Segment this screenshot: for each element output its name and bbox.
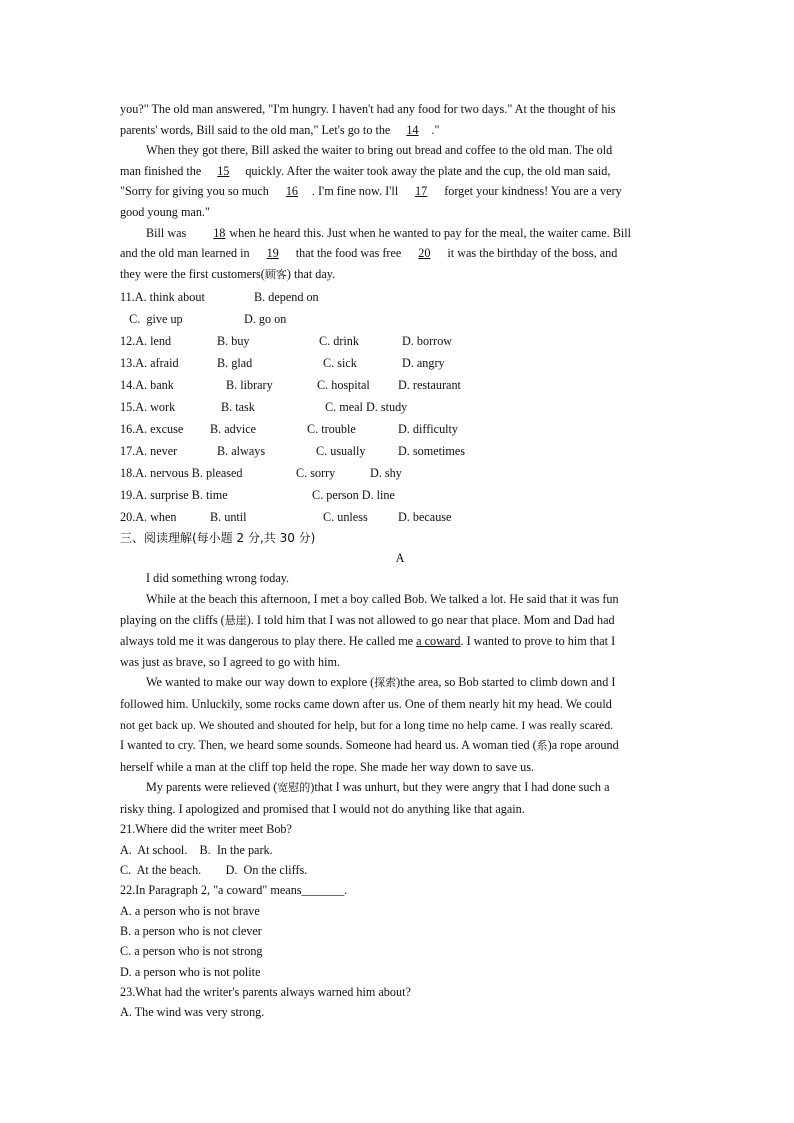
cloze-line <box>120 161 680 182</box>
chinese-gloss: 悬崖 <box>224 613 247 627</box>
question-option: C. At the beach. D. On the cliffs. <box>120 863 308 878</box>
cloze-text: . I'm fine now. I'll <box>311 184 402 199</box>
blank-18: 18 <box>213 225 226 240</box>
cloze-text: and the old man learned in <box>120 246 253 261</box>
cloze-text: "Sorry for giving you so much <box>120 184 272 199</box>
blank-19: 19 <box>266 246 279 261</box>
option-a: 18.A. nervous B. pleased <box>120 466 243 481</box>
option-c: C. trouble <box>307 422 356 437</box>
passage-line: While at the beach this afternoon, I met a boy called Bob. We talked a lot. He said that it was fun <box>146 591 619 606</box>
option-b: B. advice <box>210 422 257 437</box>
option-a: 14.A. bank <box>120 378 174 393</box>
cloze-text: that the food was free <box>292 246 405 261</box>
cloze-line <box>120 223 680 244</box>
passage-line: I did something wrong today. <box>146 571 290 586</box>
cloze-line <box>120 181 680 202</box>
option-c: C. sorry <box>296 466 336 481</box>
cloze-text: when he heard this. Just when he wanted to pay for the meal, the waiter came. Bill <box>226 225 632 240</box>
exam-page <box>120 99 680 1022</box>
option-row <box>120 352 680 374</box>
passage-line: not get back up. We shouted and shouted for help, but for a long time no help came. I was really scared. <box>120 717 614 732</box>
chinese-gloss: 系 <box>536 739 548 753</box>
section-title: 三、阅读理解(每小题 2 分,共 30 分) <box>120 531 316 546</box>
passage-text: always told me it was dangerous to play there. He called me <box>120 634 417 649</box>
option-row <box>120 484 680 506</box>
option-c: C. drink <box>319 334 359 349</box>
passage-line <box>120 631 680 652</box>
passage-line: herself while a man at the cliff top held the rope. She made her way down to save us. <box>120 759 535 774</box>
passage-text: playing on the cliffs ( <box>120 612 225 627</box>
question-option: D. a person who is not polite <box>120 964 261 979</box>
option-a: 20.A. when <box>120 510 177 525</box>
option-c: C. unless <box>323 510 368 525</box>
chinese-gloss: 探索 <box>374 676 397 690</box>
question-23: 23.What had the writer's parents always warned him about? <box>120 984 411 999</box>
cloze-text: quickly. After the waiter took away the plate and the cup, the old man said, <box>242 163 611 178</box>
passage-text: )that I was unhurt, but they were angry that I had done such a <box>310 780 610 795</box>
option-c: C. usually <box>316 444 366 459</box>
option-b: B. task <box>221 400 255 415</box>
option-a: 11.A. think about <box>120 290 205 305</box>
blank-15: 15 <box>217 163 230 178</box>
passage-text: ). I told him that I was not allowed to go near that place. Mom and Dad had <box>246 612 615 627</box>
option-d: D. shy <box>370 466 402 481</box>
question-22: 22.In Paragraph 2, "a coward" means_______. <box>120 883 348 898</box>
passage-text: . I wanted to prove to him that I <box>460 634 616 649</box>
cloze-line <box>120 264 680 286</box>
option-row <box>120 462 680 484</box>
option-b: B. glad <box>217 356 253 371</box>
question-option: A. a person who is not brave <box>120 903 260 918</box>
question-option: A. At school. B. In the park. <box>120 842 273 857</box>
option-row <box>120 286 680 308</box>
passage-text: I wanted to cry. Then, we heard some sounds. Someone had heard us. A woman tied ( <box>120 738 537 753</box>
cloze-text: Bill was <box>146 225 187 240</box>
cloze-text: ) that day. <box>286 266 336 281</box>
option-b: B. depend on <box>254 290 319 305</box>
option-d: D. difficulty <box>398 422 459 437</box>
passage-line: followed him. Unluckily, some rocks came down after us. One of them nearly hit my head. We could <box>120 696 612 711</box>
cloze-options <box>120 286 680 528</box>
cloze-line: you?" The old man answered, "I'm hungry. I haven't had any food for two days." At the thought of his <box>120 102 616 116</box>
question-option: A. The wind was very strong. <box>120 1005 265 1020</box>
passage-line <box>120 672 680 694</box>
cloze-line <box>120 243 680 264</box>
question-option: C. a person who is not strong <box>120 944 263 959</box>
option-b: B. always <box>217 444 266 459</box>
option-a: 16.A. excuse <box>120 422 184 437</box>
option-d: D. restaurant <box>398 378 461 393</box>
cloze-line: good young man." <box>120 204 210 219</box>
passage-line <box>120 610 680 632</box>
option-d: D. angry <box>402 356 445 371</box>
passage-text: )the area, so Bob started to climb down and I <box>396 675 616 690</box>
cloze-text: parents' words, Bill said to the old man," Let's go to the <box>120 122 394 137</box>
option-row <box>120 418 680 440</box>
option-c: C. meal D. study <box>325 400 408 415</box>
underlined-phrase: a coward <box>416 634 461 649</box>
blank-17: 17 <box>415 184 428 199</box>
blank-14: 14 <box>406 122 419 137</box>
passage-text: My parents were relieved ( <box>146 780 278 795</box>
cloze-text: forget your kindness! You are a very <box>441 184 622 199</box>
option-row <box>120 330 680 352</box>
chinese-gloss: 顾客 <box>264 267 287 281</box>
option-a: 12.A. lend <box>120 334 172 349</box>
option-row <box>120 506 680 528</box>
passage-line: risky thing. I apologized and promised that I would not do anything like that again. <box>120 801 525 816</box>
option-row <box>120 396 680 418</box>
passage-line <box>120 777 680 799</box>
passage-line: was just as brave, so I agreed to go with him. <box>120 654 341 669</box>
option-a: C. give up <box>120 312 183 327</box>
option-a: 15.A. work <box>120 400 176 415</box>
cloze-line: When they got there, Bill asked the waiter to bring out bread and coffee to the old man. The old <box>146 143 613 158</box>
blank-16: 16 <box>285 184 298 199</box>
question-21: 21.Where did the writer meet Bob? <box>120 822 292 837</box>
blank-20: 20 <box>418 246 431 261</box>
cloze-text: they were the first customers( <box>120 266 265 281</box>
passage-line <box>120 735 680 757</box>
option-a: 19.A. surprise B. time <box>120 488 228 503</box>
option-c: C. sick <box>323 356 357 371</box>
option-a: 13.A. afraid <box>120 356 179 371</box>
option-row <box>120 440 680 462</box>
cloze-text: ." <box>431 122 440 137</box>
passage-label: A <box>395 551 405 566</box>
option-b: B. buy <box>217 334 250 349</box>
option-row <box>120 374 680 396</box>
cloze-text: it was the birthday of the boss, and <box>444 246 618 261</box>
cloze-line <box>120 120 680 141</box>
passage-text: We wanted to make our way down to explore ( <box>146 675 375 690</box>
option-d: D. because <box>398 510 452 525</box>
option-d: D. sometimes <box>398 444 466 459</box>
cloze-text: man finished the <box>120 163 205 178</box>
option-d: D. borrow <box>402 334 453 349</box>
chinese-gloss: 宽慰的 <box>277 781 311 795</box>
option-b: D. go on <box>244 312 287 327</box>
option-b: B. library <box>226 378 273 393</box>
option-row <box>120 308 680 330</box>
passage-text: )a rope around <box>547 738 619 753</box>
option-c: C. hospital <box>317 378 370 393</box>
question-option: B. a person who is not clever <box>120 923 262 938</box>
option-c: C. person D. line <box>312 488 395 503</box>
option-a: 17.A. never <box>120 444 178 459</box>
option-b: B. until <box>210 510 247 525</box>
